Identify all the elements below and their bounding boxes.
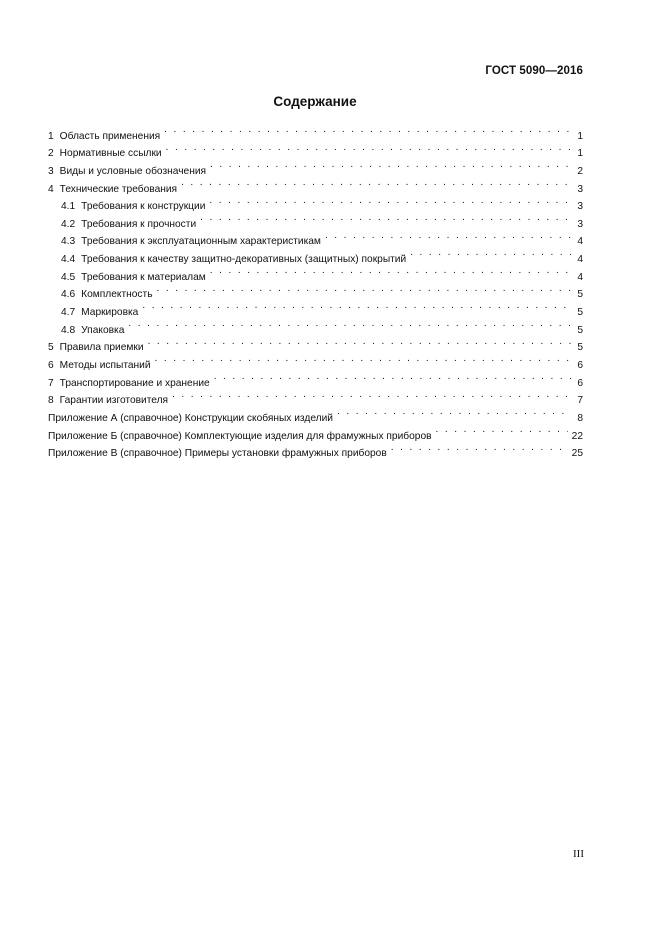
toc-dot-leader [214, 368, 571, 386]
toc-dot-leader [337, 403, 571, 421]
toc-entry-page: 22 [571, 430, 583, 442]
toc-dot-leader [436, 421, 568, 439]
toc-entry-title: Требования к прочности [81, 218, 197, 230]
toc-entry-number: 4.6 [61, 289, 76, 301]
toc-entry-page: 4 [577, 271, 583, 283]
table-of-contents [48, 121, 583, 460]
toc-entry-number: 7 [48, 377, 54, 389]
toc-entry-number: 6 [48, 359, 54, 371]
toc-dot-leader [391, 439, 568, 457]
toc-entry-number: 8 [48, 395, 54, 407]
toc-entry-number: 3 [48, 165, 54, 177]
document-code: ГОСТ 5090—2016 [485, 65, 583, 77]
toc-entry-number: 5 [48, 342, 54, 354]
toc-entry-page: 4 [577, 236, 583, 248]
toc-dot-leader [210, 262, 571, 280]
toc-entry-title: Приложение Б (справочное) Комплектующие изделия для фрамужных приборов [48, 430, 432, 442]
toc-entry-title: Нормативные ссылки [59, 148, 162, 160]
toc-entry-title: Упаковка [81, 324, 125, 336]
toc-dot-leader [157, 280, 572, 298]
toc-title: Содержание [273, 94, 357, 109]
toc-entry-number: 4.2 [61, 218, 76, 230]
toc-entry-page: 1 [577, 130, 583, 142]
toc-entry-title: Технические требования [59, 183, 178, 195]
toc-entry-page: 5 [577, 289, 583, 301]
toc-entry-page: 4 [577, 254, 583, 266]
toc-entry-page: 7 [577, 395, 583, 407]
toc-dot-leader [172, 386, 571, 404]
toc-entry-title: Требования к конструкции [81, 201, 206, 213]
toc-entry-page: 6 [577, 359, 583, 371]
toc-entry-number: 4.8 [61, 324, 76, 336]
toc-subentry[interactable] [48, 315, 583, 336]
toc-entry-number: 4.4 [61, 254, 76, 266]
toc-entry-number: 4.7 [61, 307, 76, 319]
toc-dot-leader [210, 156, 571, 174]
toc-entry-title: Правила приемки [59, 342, 144, 354]
toc-dot-leader [181, 174, 571, 192]
toc-dot-leader [200, 209, 571, 227]
toc-entry-page: 5 [577, 342, 583, 354]
toc-entry-page: 1 [577, 148, 583, 160]
toc-dot-leader [142, 297, 571, 315]
toc-entry-page: 3 [577, 201, 583, 213]
toc-entry-number: 4.3 [61, 236, 76, 248]
toc-entry-page: 2 [577, 165, 583, 177]
toc-dot-leader [325, 227, 571, 245]
toc-dot-leader [166, 139, 571, 157]
toc-entry-title: Требования к качеству защитно-декоративных (защитных) покрытий [81, 254, 407, 266]
toc-entry[interactable] [48, 333, 583, 354]
toc-dot-leader [164, 121, 571, 139]
toc-entry-title: Требования к эксплуатационным характеристикам [81, 236, 321, 248]
toc-entry-page: 25 [571, 448, 583, 460]
toc-entry-title: Требования к материалам [81, 271, 206, 283]
toc-dot-leader [155, 350, 571, 368]
toc-dot-leader [128, 315, 571, 333]
toc-entry-page: 8 [577, 412, 583, 424]
toc-entry-page: 3 [577, 183, 583, 195]
toc-entry-title: Виды и условные обозначения [59, 165, 207, 177]
toc-entry-title: Приложение А (справочное) Конструкции скобяных изделий [48, 412, 333, 424]
toc-entry-title: Гарантии изготовителя [59, 395, 169, 407]
toc-dot-leader [209, 192, 571, 210]
toc-entry-number: 4.5 [61, 271, 76, 283]
toc-entry-title: Комплектность [81, 289, 153, 301]
toc-entry-number: 2 [48, 148, 54, 160]
toc-entry-page: 3 [577, 218, 583, 230]
toc-entry-title: Методы испытаний [59, 359, 151, 371]
toc-entry-page: 6 [577, 377, 583, 389]
toc-entry-title: Транспортирование и хранение [59, 377, 210, 389]
toc-entry-number: 4.1 [61, 201, 76, 213]
toc-entry-number: 1 [48, 130, 54, 142]
toc-entry[interactable] [48, 121, 583, 142]
toc-entry-page: 5 [577, 324, 583, 336]
page-number: III [573, 848, 584, 860]
toc-entry-number: 4 [48, 183, 54, 195]
toc-dot-leader [148, 333, 571, 351]
toc-entry-title: Область применения [59, 130, 161, 142]
toc-entry-page: 5 [577, 307, 583, 319]
toc-dot-leader [410, 244, 571, 262]
toc-entry-title: Приложение В (справочное) Примеры установки фрамужных приборов [48, 448, 387, 460]
toc-entry-title: Маркировка [81, 307, 139, 319]
